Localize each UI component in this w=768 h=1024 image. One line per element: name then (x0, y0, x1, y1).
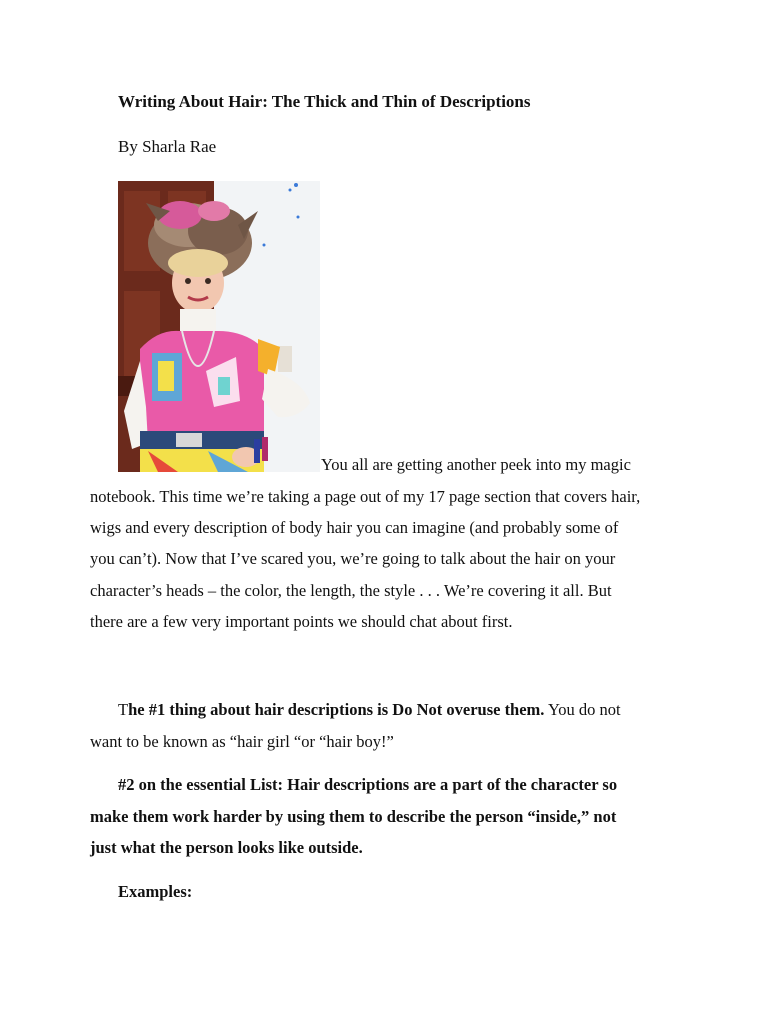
point-1-bold-statement: he #1 thing about hair descriptions is Do Not overuse them. (128, 700, 545, 719)
author-byline: By Sharla Rae (118, 137, 217, 156)
point-2-line-3: just what the person looks like outside. (90, 838, 363, 857)
point-1-lead: T (118, 700, 129, 719)
photo-of-girl-with-big-hair-icon (118, 181, 320, 472)
point-1-line-2: want to be known as “hair girl “or “hair boy!” (90, 732, 394, 751)
examples-heading: Examples: (118, 882, 193, 901)
point-1-rest: You do not (544, 700, 621, 719)
intro-line-2: notebook. This time we’re taking a page out of my 17 page section that covers hair, (90, 487, 641, 506)
intro-line-5: character’s heads – the color, the length, the style . . . We’re covering it all. But (90, 581, 612, 600)
intro-line-1: You all are getting another peek into my magic (321, 455, 631, 474)
intro-line-3: wigs and every description of body hair you can imagine (and probably some of (90, 518, 619, 537)
document-title: Writing About Hair: The Thick and Thin of Descriptions (118, 92, 531, 111)
point-1-line-1 (118, 700, 621, 720)
intro-line-4: you can’t). Now that I’ve scared you, we’re going to talk about the hair on your (90, 549, 616, 568)
point-2-line-2: make them work harder by using them to describe the person “inside,” not (90, 807, 617, 826)
intro-line-6: there are a few very important points we should chat about first. (90, 612, 513, 631)
point-2-line-1: #2 on the essential List: Hair descriptions are a part of the character so (118, 775, 618, 794)
